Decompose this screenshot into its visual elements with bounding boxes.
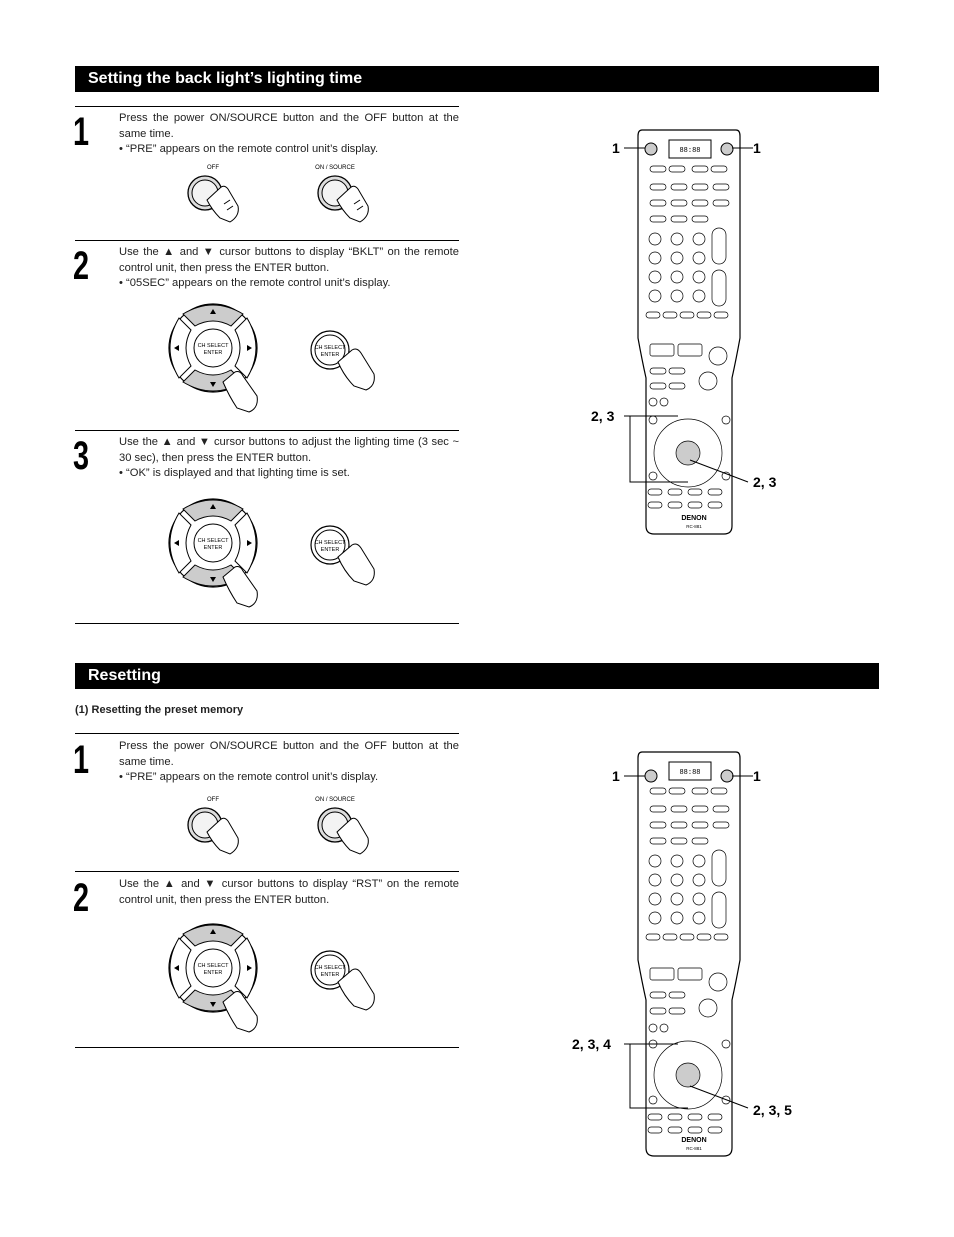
ch-select-label: CH SELECT: [197, 963, 229, 969]
step-text: [119, 739, 459, 786]
remote-brand: DENON: [681, 1137, 707, 1144]
ch-select-label: CH SELECT: [197, 343, 229, 349]
ch-select-label: CH SELECT: [314, 345, 346, 351]
step-text: [119, 435, 459, 482]
step-text: [119, 877, 459, 908]
enter-label: ENTER: [203, 350, 223, 356]
callout-label: 2, 3, 4: [572, 1036, 611, 1052]
on-source-label: ON / SOURCE: [315, 797, 355, 803]
enter-label: ENTER: [203, 970, 223, 976]
callout-label: 2, 3: [753, 474, 777, 490]
step-text: [119, 111, 459, 158]
step-divider: [75, 733, 459, 734]
step-instruction: Use the ▲ and ▼ cursor buttons to adjust the lighting time (3 sec ~ 30 sec), then press the ENTER button.: [119, 436, 459, 464]
step-text: [119, 245, 459, 292]
cursor-pad-illustration: [165, 300, 275, 415]
section-end-rule: [75, 623, 459, 624]
section-title-backlight: Setting the back light’s lighting time: [75, 66, 879, 92]
step-instruction: Use the ▲ and ▼ cursor buttons to display “RST” on the remote control unit, then press the ENTER button.: [119, 878, 459, 906]
ch-select-label: CH SELECT: [314, 540, 346, 546]
callout-lines: [620, 140, 760, 490]
svg-text:88:88: 88:88: [679, 769, 701, 777]
enter-button-illustration: [310, 328, 385, 408]
step-divider: [75, 871, 459, 872]
remote-model: RC-881: [686, 524, 702, 529]
step-number: 1: [73, 738, 90, 782]
section-end-rule: [75, 1047, 459, 1048]
svg-text:88:88: 88:88: [679, 147, 701, 155]
off-label: OFF: [207, 797, 219, 803]
step-note: • “05SEC” appears on the remote control unit’s display.: [119, 277, 391, 289]
step-instruction: Press the power ON/SOURCE button and the OFF button at the same time.: [119, 740, 459, 768]
cursor-pad-illustration: [165, 495, 275, 610]
off-label: OFF: [207, 165, 219, 171]
ch-select-label: CH SELECT: [314, 965, 346, 971]
callout-lines: [620, 768, 760, 1118]
callout-label: 2, 3, 5: [753, 1102, 792, 1118]
on-source-button-illustration: [305, 160, 375, 230]
subheading: (1) Resetting the preset memory: [75, 704, 244, 716]
callout-label: 1: [612, 768, 620, 784]
step-divider: [75, 106, 459, 107]
step-instruction: Use the ▲ and ▼ cursor buttons to display “BKLT” on the remote control unit, then press the ENTER button.: [119, 246, 459, 274]
step-divider: [75, 240, 459, 241]
callout-label: 2, 3: [591, 408, 615, 424]
step-number: 2: [73, 244, 90, 288]
ch-select-label: CH SELECT: [197, 538, 229, 544]
enter-label: ENTER: [320, 352, 340, 358]
step-number: 2: [73, 876, 90, 920]
enter-label: ENTER: [203, 545, 223, 551]
off-button-illustration: [180, 160, 250, 230]
step-number: 1: [73, 110, 90, 154]
step-note: • “OK” is displayed and that lighting time is set.: [119, 467, 350, 479]
enter-label: ENTER: [320, 547, 340, 553]
step-divider: [75, 430, 459, 431]
callout-label: 1: [753, 140, 761, 156]
enter-label: ENTER: [320, 972, 340, 978]
section-title-resetting: Resetting: [75, 663, 879, 689]
step-note: • “PRE” appears on the remote control unit’s display.: [119, 771, 379, 783]
enter-button-illustration: [310, 523, 385, 603]
callout-label: 1: [612, 140, 620, 156]
step-note: • “PRE” appears on the remote control unit’s display.: [119, 143, 379, 155]
remote-brand: DENON: [681, 515, 707, 522]
on-source-button-illustration: [305, 792, 375, 862]
enter-button-illustration: [310, 948, 385, 1028]
step-number: 3: [73, 434, 90, 478]
remote-model: RC-881: [686, 1146, 702, 1151]
cursor-pad-illustration: [165, 920, 275, 1035]
off-button-illustration: [180, 792, 250, 862]
callout-label: 1: [753, 768, 761, 784]
on-source-label: ON / SOURCE: [315, 165, 355, 171]
step-instruction: Press the power ON/SOURCE button and the OFF button at the same time.: [119, 112, 459, 140]
